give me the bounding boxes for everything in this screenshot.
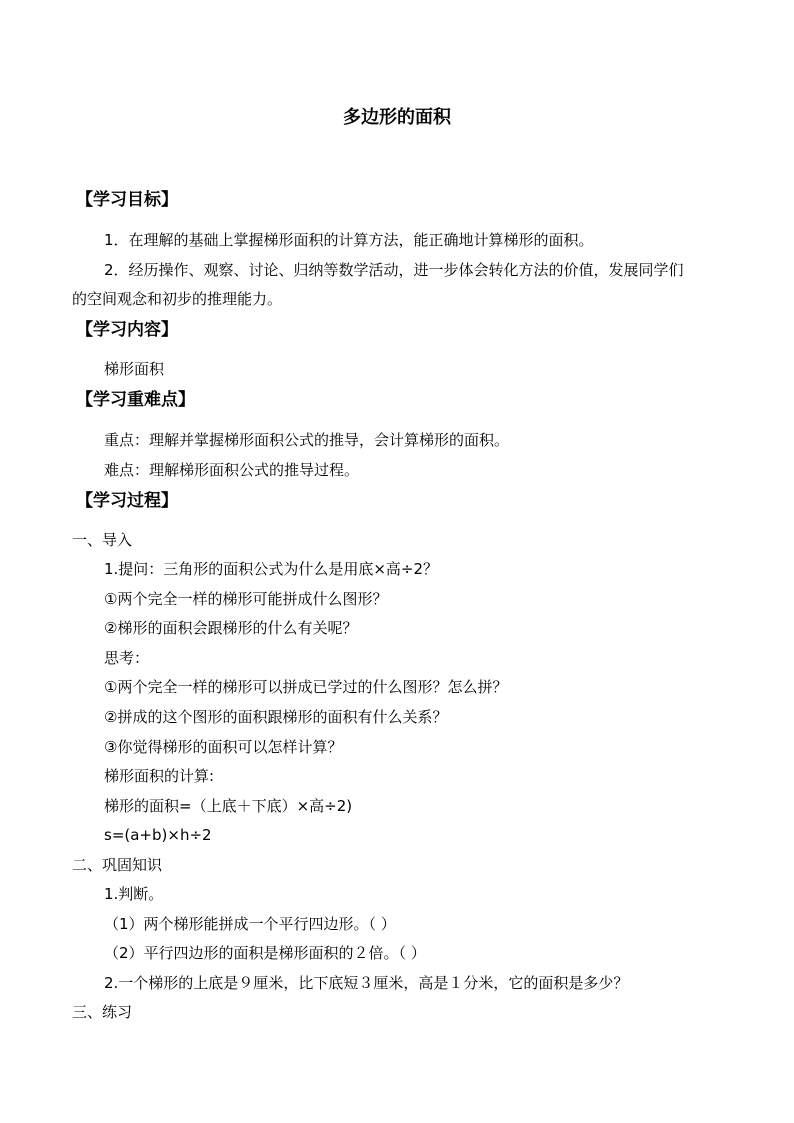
process-line-5: 思考：: [104, 649, 150, 667]
section-heading-objectives: 【学习目标】: [76, 190, 178, 210]
process-line-2: 1.提问：三角形的面积公式为什么是用底×高÷2？: [104, 560, 438, 578]
process-line-17: 三、练习: [72, 1003, 133, 1021]
document-title: 多边形的面积: [343, 107, 451, 128]
process-line-1: 一、导入: [72, 531, 133, 549]
key-point-line-2: 难点：理解梯形面积公式的推导过程。: [104, 461, 360, 479]
key-point-line-1: 重点：理解并掌握梯形面积公式的推导，会计算梯形的面积。: [104, 431, 510, 449]
process-line-4: ②梯形的面积会跟梯形的什么有关呢？: [104, 619, 358, 637]
process-line-14: （1）两个梯形能拼成一个平行四边形。（ ）: [104, 915, 396, 933]
process-line-12: 二、巩固知识: [72, 856, 163, 874]
section-heading-content: 【学习内容】: [76, 320, 178, 340]
objective-line-3: 的空间观念和初步的推理能力。: [72, 290, 283, 308]
content-line-1: 梯形面积: [104, 360, 165, 378]
process-line-7: ②拼成的这个图形的面积跟梯形的面积有什么关系？: [104, 708, 448, 726]
process-line-3: ①两个完全一样的梯形可能拼成什么图形？: [104, 590, 388, 608]
process-line-13: 1.判断。: [104, 885, 164, 903]
process-line-9: 梯形面积的计算:: [104, 767, 215, 785]
objective-line-2: 2．经历操作、观察、讨论、归纳等数学活动，进一步体会转化方法的价值，发展同学们: [104, 261, 684, 279]
process-line-16: 2.一个梯形的上底是９厘米，比下底短３厘米，高是１分米，它的面积是多少？: [104, 974, 629, 992]
process-line-15: （2）平行四边形的面积是梯形面积的２倍。（ ）: [104, 944, 426, 962]
objective-line-1: 1．在理解的基础上掌握梯形面积的计算方法，能正确地计算梯形的面积。: [104, 231, 594, 249]
section-heading-process: 【学习过程】: [76, 491, 178, 511]
process-line-11: s=(a+b)×h÷2: [104, 826, 212, 844]
process-line-8: ③你觉得梯形的面积可以怎样计算？: [104, 738, 343, 756]
section-heading-key-points: 【学习重难点】: [76, 390, 195, 410]
process-line-6: ①两个完全一样的梯形可以拼成已学过的什么图形？怎么拼？: [104, 678, 508, 696]
process-line-10: 梯形的面积=（上底＋下底）×高÷2): [104, 797, 353, 815]
